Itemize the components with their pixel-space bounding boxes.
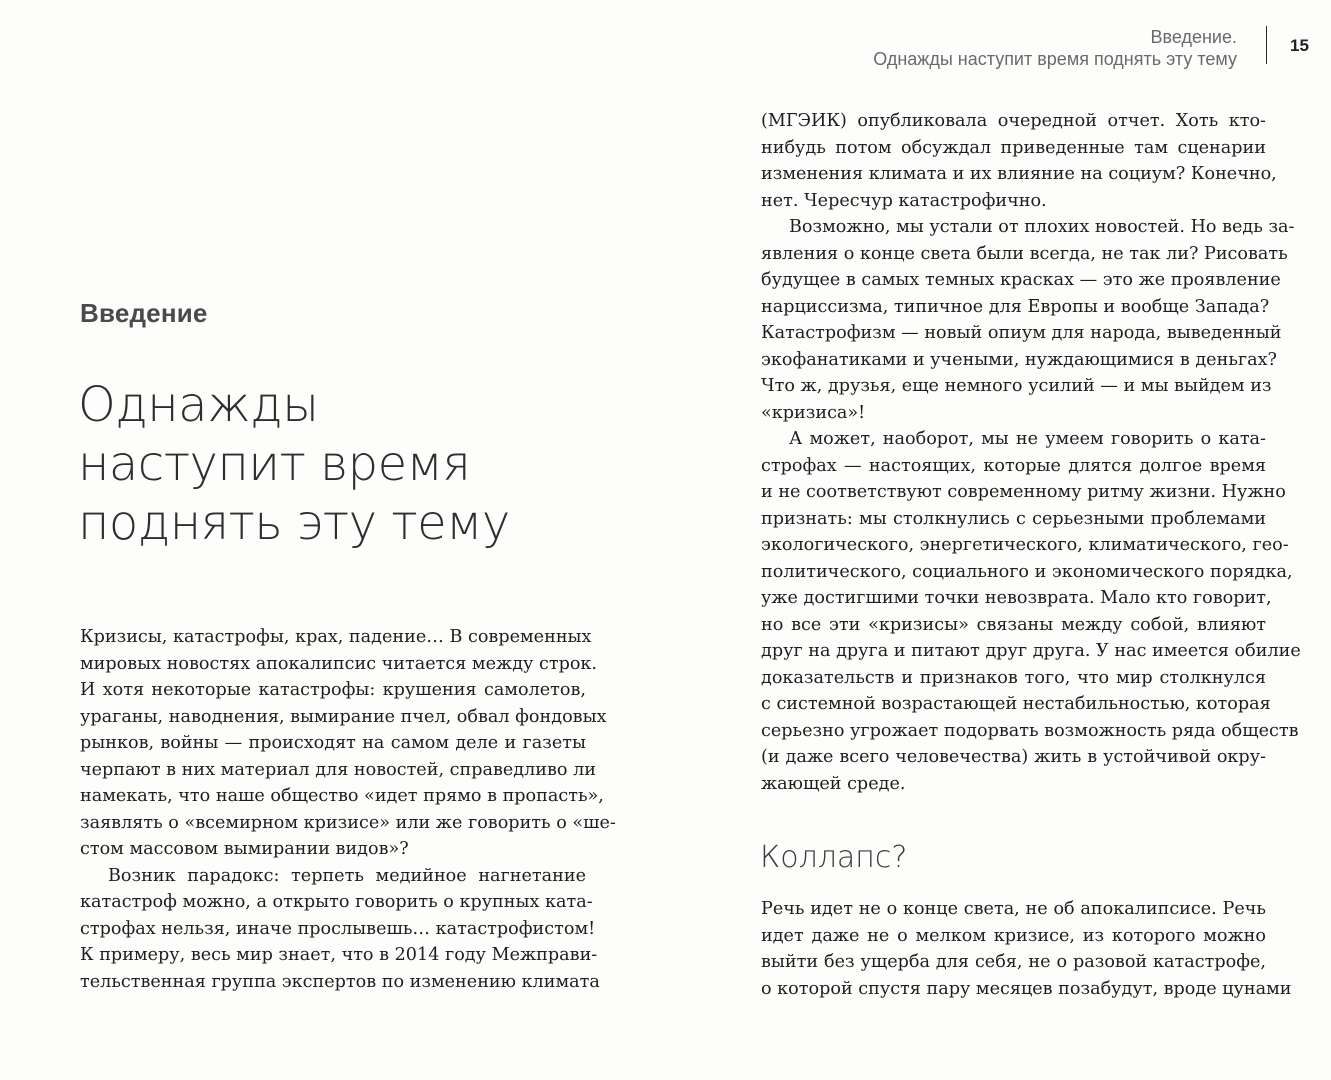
header-divider — [1266, 26, 1267, 64]
text-line: нет. Чересчур катастрофично. — [761, 190, 1047, 211]
chapter-title-line: наступит время — [78, 436, 471, 492]
text-line: и не соответствуют современному ритму жизни. Нужно — [761, 482, 1286, 502]
chapter-label: Введение — [80, 298, 208, 328]
text-line: Что ж, друзья, еще немного усилий — и мы выйдем из — [761, 376, 1272, 396]
text-line: нибудь потом обсуждал приведенные там сценарии — [761, 137, 1266, 158]
page-number: 15 — [1290, 36, 1309, 55]
text-line: К примеру, весь мир знает, что в 2014 году Межправи- — [80, 945, 598, 965]
chapter-title-line: поднять эту тему — [78, 495, 510, 551]
text-line: черпают в них материал для новостей, справедливо ли — [80, 759, 597, 780]
text-line: Возник парадокс: терпеть медийное нагнетание — [108, 865, 586, 886]
text-line: ураганы, наводнения, вымирание пчел, обвал фондовых — [80, 706, 607, 727]
text-line: политического, социального и экономического порядка, — [761, 561, 1293, 582]
text-line: идет даже не о мелком кризисе, из которого можно — [761, 925, 1266, 946]
running-header-title: Однажды наступит время поднять эту тему — [873, 49, 1237, 69]
text-line: Речь идет не о конце света, не об апокалипсисе. Речь — [761, 899, 1266, 919]
text-line: Кризисы, катастрофы, крах, падение… В современных — [80, 627, 592, 647]
text-line: друг на друга и питают друг друга. У нас имеется обилие — [761, 641, 1301, 661]
text-line: доказательств и признаков того, что мир столкнулся — [761, 667, 1266, 688]
text-line: явления о конце света были всегда, не так ли? Рисовать — [761, 243, 1288, 264]
chapter-title — [78, 376, 598, 553]
text-line: о которой спустя пару месяцев позабудут, вроде цунами — [761, 978, 1292, 999]
text-line: намекать, что наше общество «идет прямо в пропасть», — [80, 786, 604, 806]
text-line: А может, наоборот, мы не умеем говорить о ката- — [789, 429, 1266, 449]
text-line: катастроф можно, а открыто говорить о крупных ката- — [80, 892, 593, 912]
text-line: заявлять о «всемирном кризисе» или же говорить о «ше- — [80, 812, 616, 833]
text-line: серьезно угрожает подорвать возможность ряда обществ — [761, 720, 1299, 741]
text-line: строфах нельзя, иначе прослывешь… катастрофистом! — [80, 918, 596, 939]
chapter-title-line: Однажды — [78, 377, 319, 433]
text-line: тельственная группа экспертов по изменению климата — [80, 971, 600, 992]
running-header — [677, 26, 1237, 70]
text-line: экофанатиками и учеными, нуждающимися в деньгах? — [761, 349, 1277, 370]
text-line: нарциссизма, типичное для Европы и вообще Запада? — [761, 296, 1270, 317]
text-line: рынков, войны — происходят на самом деле и газеты — [80, 733, 586, 753]
text-line: выйти без ущерба для себя, не о разовой катастрофе, — [761, 952, 1266, 972]
left-text-column — [80, 624, 616, 995]
right-text-column — [761, 108, 1301, 797]
text-line: строфах — настоящих, которые длятся долгое время — [761, 455, 1266, 476]
text-line: (и даже всего человечества) жить в устойчивой окру- — [761, 747, 1266, 767]
text-line: изменения климата и их влияние на социум? Конечно, — [761, 164, 1277, 184]
text-line: Катастрофизм — новый опиум для народа, выведенный — [761, 323, 1282, 343]
text-line: уже достигшими точки невозврата. Мало кто говорит, — [761, 588, 1272, 608]
text-line: признать: мы столкнулись с серьезными проблемами — [761, 508, 1266, 529]
text-line: жающей среде. — [761, 773, 906, 794]
running-header-section: Введение. — [1150, 27, 1237, 47]
text-line: мировых новостях апокалипсис читается между строк. — [80, 653, 598, 674]
text-line: стом массовом вымирании видов»? — [80, 839, 409, 859]
text-line: «кризиса»! — [761, 402, 866, 423]
text-line: (МГЭИК) опубликовала очередной отчет. Хоть кто- — [761, 111, 1266, 131]
right-text-column-continued — [761, 896, 1292, 1002]
section-heading: Коллапс? — [760, 840, 908, 875]
text-line: будущее в самых темных красках — это же проявление — [761, 270, 1281, 290]
text-line: Возможно, мы устали от плохих новостей. Но ведь за- — [789, 217, 1295, 237]
text-line: экологического, энергетического, климатического, гео- — [761, 535, 1289, 555]
text-line: но все эти «кризисы» связаны между собой, влияют — [761, 614, 1266, 635]
text-line: И хотя некоторые катастрофы: крушения самолетов, — [80, 680, 586, 700]
text-line: с системной возрастающей нестабильностью, которая — [761, 694, 1271, 714]
